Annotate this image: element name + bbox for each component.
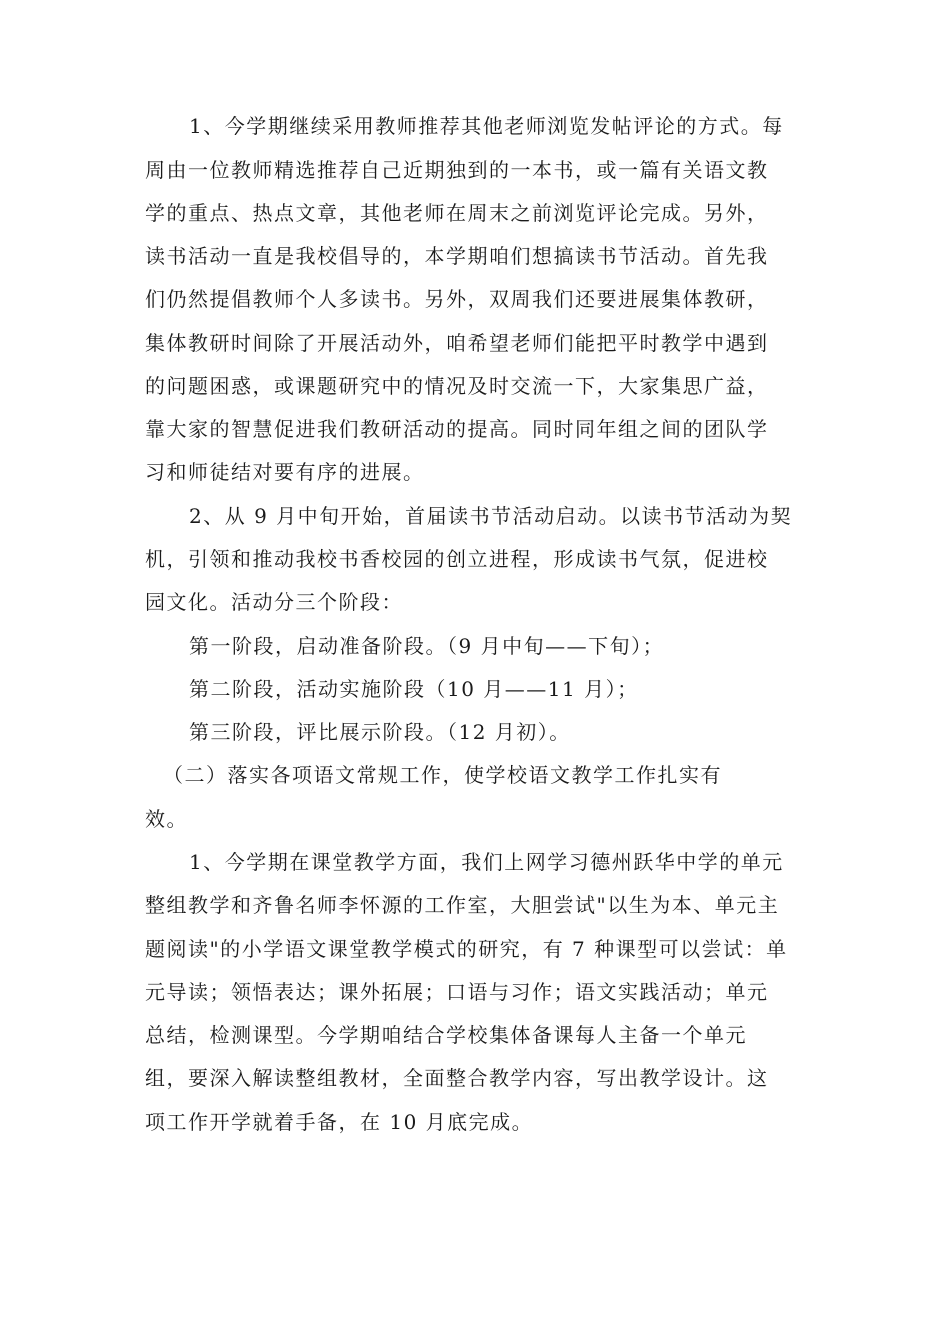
text-line: 们仍然提倡教师个人多读书。另外，双周我们还要进展集体教研， — [145, 287, 769, 311]
text-line: 题阅读"的小学语文课堂教学模式的研究，有 7 种课型可以尝试：单 — [145, 937, 788, 961]
text-line: 集体教研时间除了开展活动外，咱希望老师们能把平时教学中遇到 — [145, 331, 769, 355]
text-line: 机，引领和推动我校书香校园的创立进程，形成读书气氛，促进校 — [145, 547, 769, 571]
text-line: 第三阶段，评比展示阶段。（12 月初）。 — [189, 720, 571, 744]
text-line: 2、从 9 月中旬开始，首届读书节活动启动。以读书节活动为契 — [189, 504, 793, 528]
text-line: 元导读；领悟表达；课外拓展；口语与习作；语文实践活动；单元 — [145, 980, 769, 1004]
text-line: 组，要深入解读整组教材，全面整合教学内容，写出教学设计。这 — [145, 1066, 769, 1090]
text-line: 1、今学期继续采用教师推荐其他老师浏览发帖评论的方式。每 — [189, 114, 784, 138]
text-line: 第一阶段，启动准备阶段。（9 月中旬——下旬）； — [189, 634, 665, 658]
text-line: 的问题困惑，或课题研究中的情况及时交流一下，大家集思广益， — [145, 374, 769, 398]
text-line: 总结，检测课型。今学期咱结合学校集体备课每人主备一个单元 — [145, 1023, 747, 1047]
section-heading: 效。 — [145, 807, 188, 831]
text-line: 1、今学期在课堂教学方面，我们上网学习德州跃华中学的单元 — [189, 850, 784, 874]
text-line: 园文化。活动分三个阶段： — [145, 590, 403, 614]
section-heading: （二）落实各项语文常规工作，使学校语文教学工作扎实有 — [163, 763, 722, 787]
text-line: 整组教学和齐鲁名师李怀源的工作室，大胆尝试"以生为本、单元主 — [145, 893, 780, 917]
text-line: 周由一位教师精选推荐自己近期独到的一本书，或一篇有关语文教 — [145, 158, 769, 182]
text-line: 第二阶段，活动实施阶段（10 月——11 月）； — [189, 677, 639, 701]
text-line: 项工作开学就着手备，在 10 月底完成。 — [145, 1110, 534, 1134]
text-line: 学的重点、热点文章，其他老师在周末之前浏览评论完成。另外， — [145, 201, 769, 225]
text-line: 习和师徒结对要有序的进展。 — [145, 460, 425, 484]
text-line: 读书活动一直是我校倡导的，本学期咱们想搞读书节活动。首先我 — [145, 244, 769, 268]
text-line: 靠大家的智慧促进我们教研活动的提高。同时同年组之间的团队学 — [145, 417, 769, 441]
